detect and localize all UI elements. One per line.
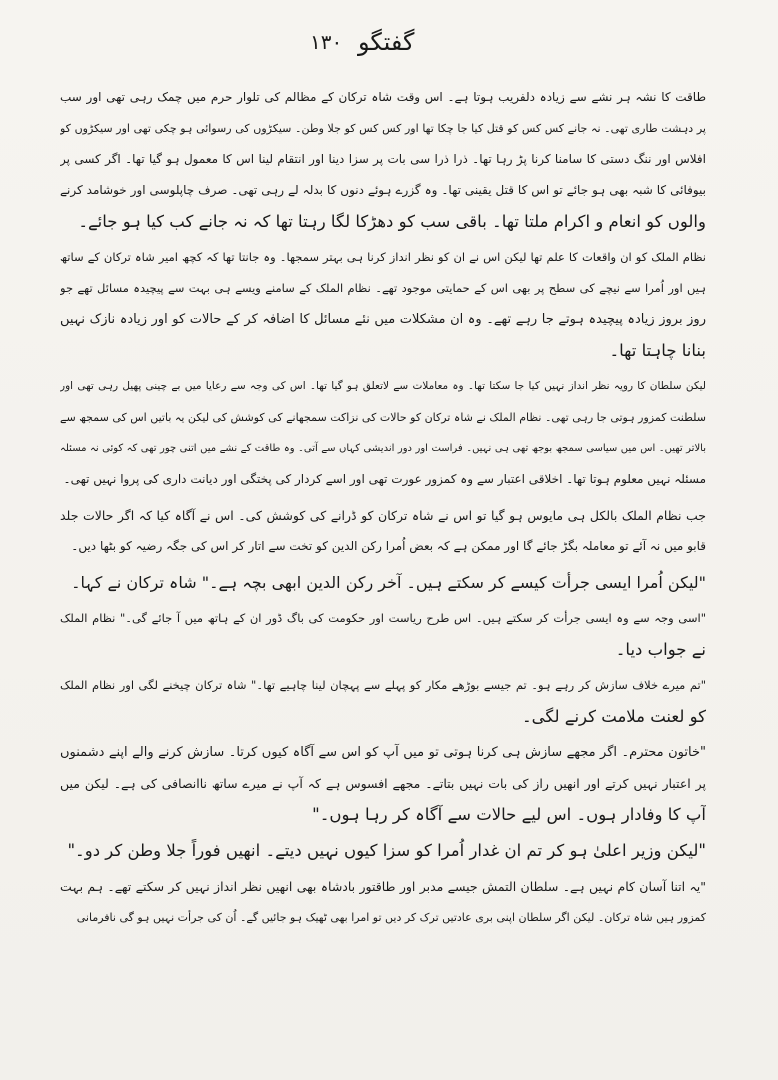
text-line: لیکن سلطان کا رویہ نظر انداز نہیں کیا جا سکتا تھا۔ وہ معاملات سے لاتعلق ہو گیا تھا۔ اس کی وجہ سے رعایا میں بے چینی پھیل رہی تھی اور <box>60 380 706 392</box>
text-line: "لیکن اُمرا ایسی جرأت کیسے کر سکتے ہیں۔ آخر رکن الدین ابھی بچہ ہے۔" شاہ ترکان نے کہا۔ <box>71 573 706 592</box>
text-line: بنانا چاہتا تھا۔ <box>609 341 706 360</box>
text-line: "اسی وجہ سے وہ ایسی جرأت کر سکتے ہیں۔ اس طرح ریاست اور حکومت کی باگ ڈور ان کے ہاتھ میں آ جائے گی۔" نظام الملک <box>60 611 706 625</box>
paragraph <box>60 871 706 933</box>
text-line: مسئلہ نہیں معلوم ہوتا تھا۔ اخلاقی اعتبار سے وہ کمزور عورت تھی اور اسے کردار کی پختگی اور دیانت داری کی پروا نہیں تھی۔ <box>63 472 706 486</box>
paragraph <box>60 500 706 562</box>
text-line: افلاس اور ننگ دستی کا سامنا کرنا پڑ رہا تھا۔ ذرا ذرا سی بات پر سزا دینا اور انتقام لینا اس کا معمول ہو گیا تھا۔ اگر کسی پر <box>60 152 706 166</box>
text-line: بیوفائی کا شبہ بھی ہو جائے تو اس کا قتل یقینی تھا۔ وہ گزرے ہوئے دنوں کا بدلہ لے رہی تھی۔ صرف چاپلوسی اور خوشامد کرنے <box>60 183 706 197</box>
text-line: طاقت کا نشہ ہر نشے سے زیادہ دلفریب ہوتا ہے۔ اس وقت شاہ ترکان کے مظالم کی تلوار حرم میں چمک رہی تھی اور سب <box>60 90 706 104</box>
paragraph <box>60 670 706 732</box>
text-line: "یہ اتنا آسان کام نہیں ہے۔ سلطان التمش جیسے مدبر اور طاقتور بادشاہ بھی انھیں نظر انداز نہیں کر سکتے تھے۔ ہم بہت <box>60 879 706 894</box>
text-line: جب نظام الملک بالکل ہی مایوس ہو گیا تو اس نے شاہ ترکان کو ڈرانے کی کوشش کی۔ اس نے آگاہ کیا کہ اگر حالات جلد <box>60 508 706 523</box>
text-line: روز بروز زیادہ پیچیدہ ہوتے جا رہے تھے۔ وہ ان مشکلات میں نئے مسائل کا اضافہ کر کے حالات کو اور زیادہ نازک نہیں <box>60 312 706 327</box>
paragraph <box>60 737 706 830</box>
running-title: گفتگو <box>358 28 415 56</box>
text-line: ہیں اور اُمرا سے نیچے کی سطح پر بھی اس کے حمایتی موجود تھے۔ نظام الملک کے سامنے ویسے ہی بہت سے پیچیدہ مسائل تھے جو <box>60 281 706 295</box>
text-line: پر دہشت طاری تھی۔ نہ جانے کس کس کو قتل کیا جا چکا تھا اور کس کس کو جلا وطن۔ سیکڑوں کی رسوائی ہو چکی تھی اور سیکڑوں کو <box>60 122 706 135</box>
paragraph <box>60 567 706 598</box>
text-line: سلطنت کمزور ہوتی جا رہی تھی۔ نظام الملک نے شاہ ترکان کو حالات کی نزاکت سمجھانے کی کوشش کی لیکن یہ باتیں اس کی سمجھ سے <box>60 411 706 424</box>
text-line: بالاتر تھیں۔ اس میں سیاسی سمجھ بوجھ تھی ہی نہیں۔ فراست اور دور اندیشی کہاں سے آتی۔ وہ طاقت کے نشے میں اتنی چور تھی کہ کوئی نہ مسئلہ <box>60 443 706 454</box>
text-line: "خاتون محترم۔ اگر مجھے سازش ہی کرنا ہوتی تو میں آپ کو اس سے آگاہ کیوں کرتا۔ سازش کرنے والے اپنے دشمنوں <box>60 745 706 760</box>
text-line: نظام الملک کو ان واقعات کا علم تھا لیکن اس نے ان کو نظر انداز کرنا ہی بہتر سمجھا۔ وہ جانتا تھا کہ کچھ امیر شاہ ترکان کے ساتھ <box>60 250 706 264</box>
text-line: "لیکن وزیر اعلیٰ ہو کر تم ان غدار اُمرا کو سزا کیوں نہیں دیتے۔ انھیں فوراً جلا وطن کر دو۔" <box>67 841 706 860</box>
text-line: آپ کا وفادار ہوں۔ اس لیے حالات سے آگاہ کر رہا ہوں۔" <box>312 805 706 824</box>
text-line: نے جواب دیا۔ <box>615 640 706 659</box>
paragraph <box>60 835 706 866</box>
page-header <box>0 28 778 68</box>
paragraph <box>60 371 706 495</box>
text-line: کو لعنت ملامت کرنے لگی۔ <box>521 707 706 726</box>
paragraph <box>60 603 706 665</box>
paragraph <box>60 242 706 366</box>
page-number: ۱۳۰ <box>310 30 343 54</box>
text-line: والوں کو انعام و اکرام ملتا تھا۔ باقی سب کو دھڑکا لگا رہتا تھا کہ نہ جانے کب کیا ہو جائے۔ <box>78 212 706 231</box>
paragraph <box>60 82 706 237</box>
text-line: کمزور ہیں شاہ ترکان۔ لیکن اگر سلطان اپنی بری عادتیں ترک کر دیں تو امرا بھی ٹھیک ہو جائیں گے۔ اُن کی جرأت نہیں ہو گی نافرمانی <box>76 911 706 924</box>
text-line: پر اعتبار نہیں کرتے اور انھیں راز کی بات نہیں بتاتے۔ مجھے افسوس ہے کہ آپ نے میرے ساتھ ناانصافی کی ہے۔ لیکن میں <box>60 776 706 791</box>
text-line: "تم میرے خلاف سازش کر رہے ہو۔ تم جیسے بوڑھے مکار کو پہلے سے پہچان لینا چاہیے تھا۔" شاہ ترکان چیخنے لگی اور نظام الملک <box>60 678 706 692</box>
text-line: قابو میں نہ آئے تو معاملہ بگڑ جائے گا اور ممکن ہے کہ بعض اُمرا رکن الدین کو تخت سے اتار کر اس کی جگہ رضیہ کو بٹھا دیں۔ <box>71 539 706 553</box>
page-body-text <box>60 82 706 933</box>
